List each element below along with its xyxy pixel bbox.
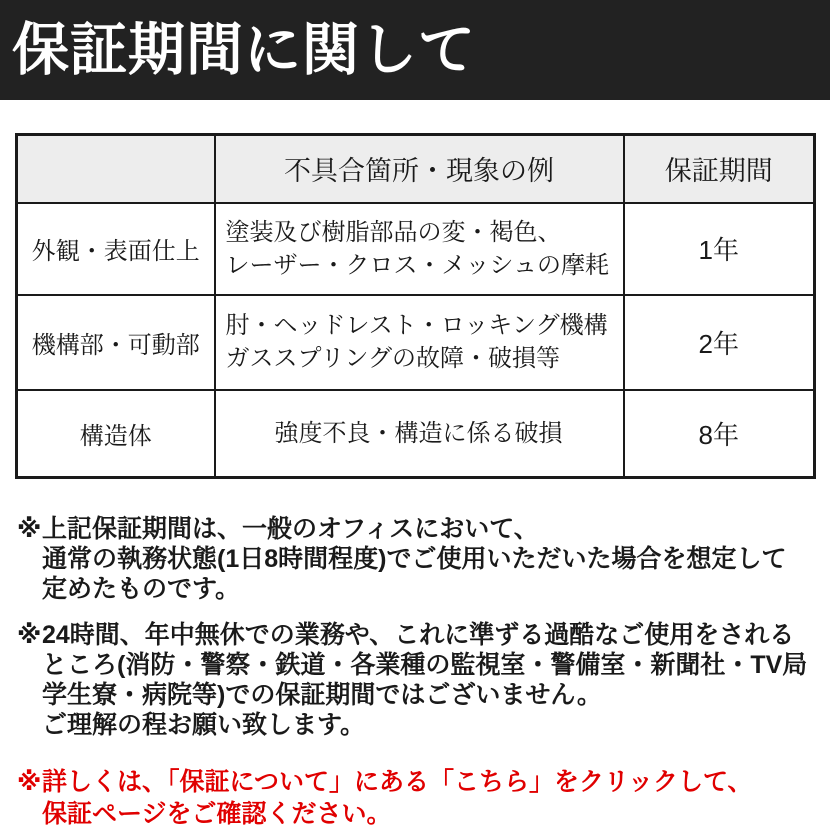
- note-marker: ※: [17, 515, 42, 543]
- note-office-usage-assumption: [17, 514, 830, 604]
- notes-section: [17, 514, 830, 830]
- examples-line: 肘・ヘッドレスト・ロッキング機構: [225, 312, 608, 339]
- header-defect-examples: 不具合箇所・現象の例: [215, 135, 624, 203]
- examples-line: 強度不良・構造に係る破損: [274, 419, 563, 447]
- category-cell: 構造体: [17, 390, 215, 478]
- table-row-appearance: [17, 203, 815, 295]
- note-text: [42, 514, 830, 604]
- note-marker: ※: [17, 768, 42, 796]
- examples-cell: [215, 203, 624, 295]
- table-row-structure: [17, 390, 815, 478]
- note-line: 24時間、年中無休での業務や、これに準ずる過酷なご使用をされる: [42, 621, 795, 649]
- note-marker: ※: [17, 621, 42, 649]
- examples-line: 塗装及び樹脂部品の変・褐色、: [225, 218, 562, 246]
- period-cell: 1年: [624, 203, 815, 295]
- examples-line: レーザー・クロス・メッシュの摩耗: [225, 251, 610, 279]
- page-title-banner: [0, 0, 830, 100]
- note-text: [42, 620, 830, 740]
- note-heavy-usage-exclusion: [17, 620, 830, 740]
- note-line: 保証ページをご確認ください。: [42, 800, 392, 828]
- table-header-row: [17, 135, 815, 203]
- category-cell: 機構部・可動部: [17, 295, 215, 390]
- note-line: ご理解の程お願い致します。: [42, 711, 366, 739]
- note-warranty-page-link-info: [17, 766, 830, 830]
- note-text: [42, 766, 830, 830]
- examples-cell: [215, 390, 624, 478]
- page-title: 保証期間に関して: [12, 17, 476, 82]
- note-line: 学生寮・病院等)での保証期間ではございません。: [42, 681, 602, 709]
- note-line: 通常の執務状態(1日8時間程度)でご使用いただいた場合を想定して: [42, 545, 787, 573]
- header-warranty-period: 保証期間: [624, 135, 815, 203]
- examples-line: ガススプリングの故障・破損等: [225, 345, 561, 372]
- table-row-mechanism: [17, 295, 815, 390]
- period-cell: 8年: [624, 390, 815, 478]
- examples-cell: [215, 295, 624, 390]
- category-cell: 外観・表面仕上: [17, 203, 215, 295]
- note-line: ところ(消防・警察・鉄道・各業種の監視室・警備室・新聞社・TV局: [42, 651, 808, 679]
- warranty-table: [15, 133, 816, 479]
- period-cell: 2年: [624, 295, 815, 390]
- header-empty-cell: [17, 135, 215, 203]
- note-line: 定めたものです。: [42, 575, 241, 603]
- note-line: 詳しくは、「保証について」にある「こちら」をクリックして、: [42, 768, 753, 796]
- note-line: 上記保証期間は、一般のオフィスにおいて、: [42, 515, 539, 543]
